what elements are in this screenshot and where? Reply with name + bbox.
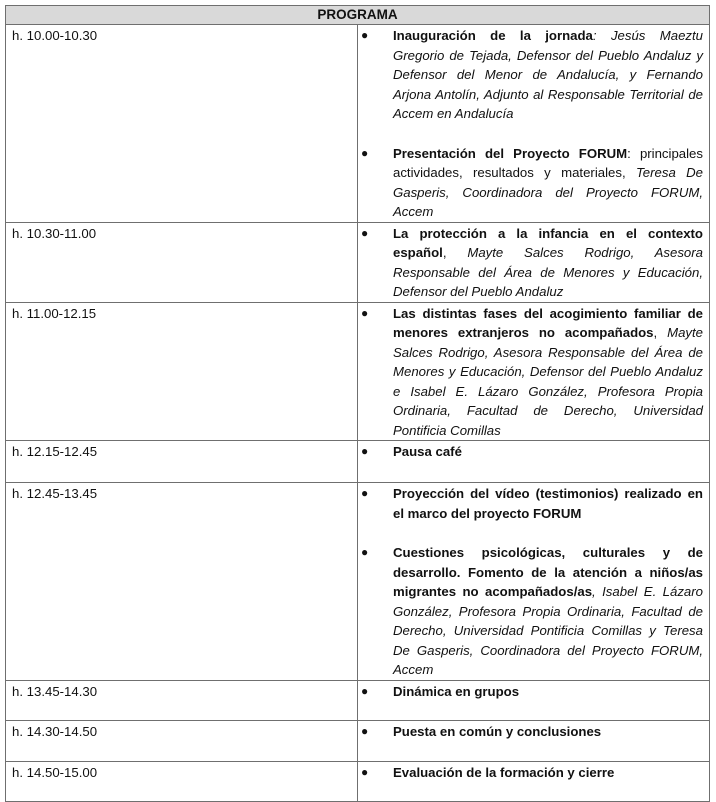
- item-speakers: Isabel E. Lázaro González, Profesora Propia Ordinaria, Facultad de Derecho, Universidad Pontificia Comillas y Teresa De Gasperis, Coordinadora del Proyecto FORUM, Accem: [393, 584, 703, 677]
- bullet-icon: ●: [361, 545, 369, 559]
- time-cell: h. 10.30-11.00: [6, 222, 358, 302]
- item-title: Dinámica en grupos: [393, 683, 520, 699]
- item-speakers: Mayte Salces Rodrigo, Asesora Responsable del Área de Menores y Educación, Defensor del Pueblo Andaluz: [393, 245, 703, 299]
- table-row: [6, 302, 710, 441]
- item-title: Proyección del vídeo (testimonios) realizado en el marco del proyecto FORUM: [393, 486, 703, 521]
- bullet-icon: ●: [361, 305, 369, 320]
- item-title: Puesta en común y conclusiones: [393, 723, 602, 739]
- content-cell: [358, 761, 710, 801]
- bullet-icon: ●: [361, 723, 369, 738]
- content-cell: [358, 441, 710, 483]
- table-row: [6, 25, 710, 223]
- bullet-icon: ●: [361, 764, 369, 779]
- table-title: PROGRAMA: [6, 6, 710, 25]
- time-cell: h. 11.00-12.15: [6, 302, 358, 441]
- time-cell: h. 14.30-14.50: [6, 720, 358, 761]
- item-separator: ,: [442, 245, 468, 260]
- bullet-icon: ●: [361, 225, 369, 240]
- content-cell: [358, 25, 710, 223]
- list-item: [358, 722, 703, 742]
- table-row: [6, 222, 710, 302]
- item-title: Inauguración de la jornada: [393, 28, 593, 43]
- bullet-icon: ●: [361, 444, 369, 458]
- list-item: [358, 442, 703, 462]
- list-item: [358, 543, 703, 680]
- item-title: La protección a la infancia en el contexto español: [393, 225, 703, 260]
- content-cell: [358, 720, 710, 761]
- table-row: [6, 761, 710, 801]
- list-item: [358, 304, 703, 441]
- time-cell: h. 10.00-10.30: [6, 25, 358, 223]
- table-row: [6, 441, 710, 483]
- time-cell: h. 14.50-15.00: [6, 761, 358, 801]
- item-title: Pausa café: [393, 444, 462, 459]
- bullet-icon: ●: [361, 28, 369, 42]
- time-cell: h. 13.45-14.30: [6, 680, 358, 720]
- item-title: Presentación del Proyecto FORUM: [393, 145, 628, 161]
- content-cell: [358, 302, 710, 441]
- list-item: [358, 763, 703, 783]
- list-item: [358, 484, 703, 523]
- bullet-icon: ●: [361, 145, 369, 160]
- item-title: Evaluación de la formación y cierre: [393, 764, 615, 780]
- item-separator: ,: [592, 584, 603, 599]
- item-title: Las distintas fases del acogimiento familiar de menores extranjeros no acompañados: [393, 305, 703, 340]
- bullet-icon: ●: [361, 486, 369, 500]
- time-cell: h. 12.15-12.45: [6, 441, 358, 483]
- time-cell: h. 12.45-13.45: [6, 483, 358, 681]
- item-speakers: Jesús Maeztu Gregorio de Tejada, Defensor del Pueblo Andaluz y Defensor del Menor de Andalucía, y Fernando Arjona Antolín, Adjunto al Responsable Territorial de Accem en Andalucía: [393, 28, 703, 121]
- table-row: [6, 680, 710, 720]
- programa-table: [5, 5, 710, 802]
- item-description: : principales actividades, resultados y materiales,: [393, 145, 703, 180]
- list-item: [358, 224, 703, 302]
- item-separator: :: [592, 28, 611, 43]
- bullet-icon: ●: [361, 683, 369, 698]
- list-item: [358, 26, 703, 124]
- content-cell: [358, 222, 710, 302]
- table-row: [6, 483, 710, 681]
- list-item: [358, 144, 703, 222]
- content-cell: [358, 680, 710, 720]
- item-title: Cuestiones psicológicas, culturales y de desarrollo. Fomento de la atención a niños/as migrantes no acompañados/as: [393, 545, 703, 599]
- table-row: [6, 720, 710, 761]
- item-speakers: Teresa De Gasperis, Coordinadora del Proyecto FORUM, Accem: [393, 165, 704, 219]
- item-separator: ,: [653, 325, 668, 340]
- list-item: [358, 682, 703, 702]
- item-speakers: Mayte Salces Rodrigo, Asesora Responsable del Área de Menores y Educación, Defensor del Pueblo Andaluz e Isabel E. Lázaro González, Profesora Propia Ordinaria, Facultad de Derecho, Universidad Pontificia Comillas: [393, 325, 704, 438]
- content-cell: [358, 483, 710, 681]
- header-row: [6, 6, 710, 25]
